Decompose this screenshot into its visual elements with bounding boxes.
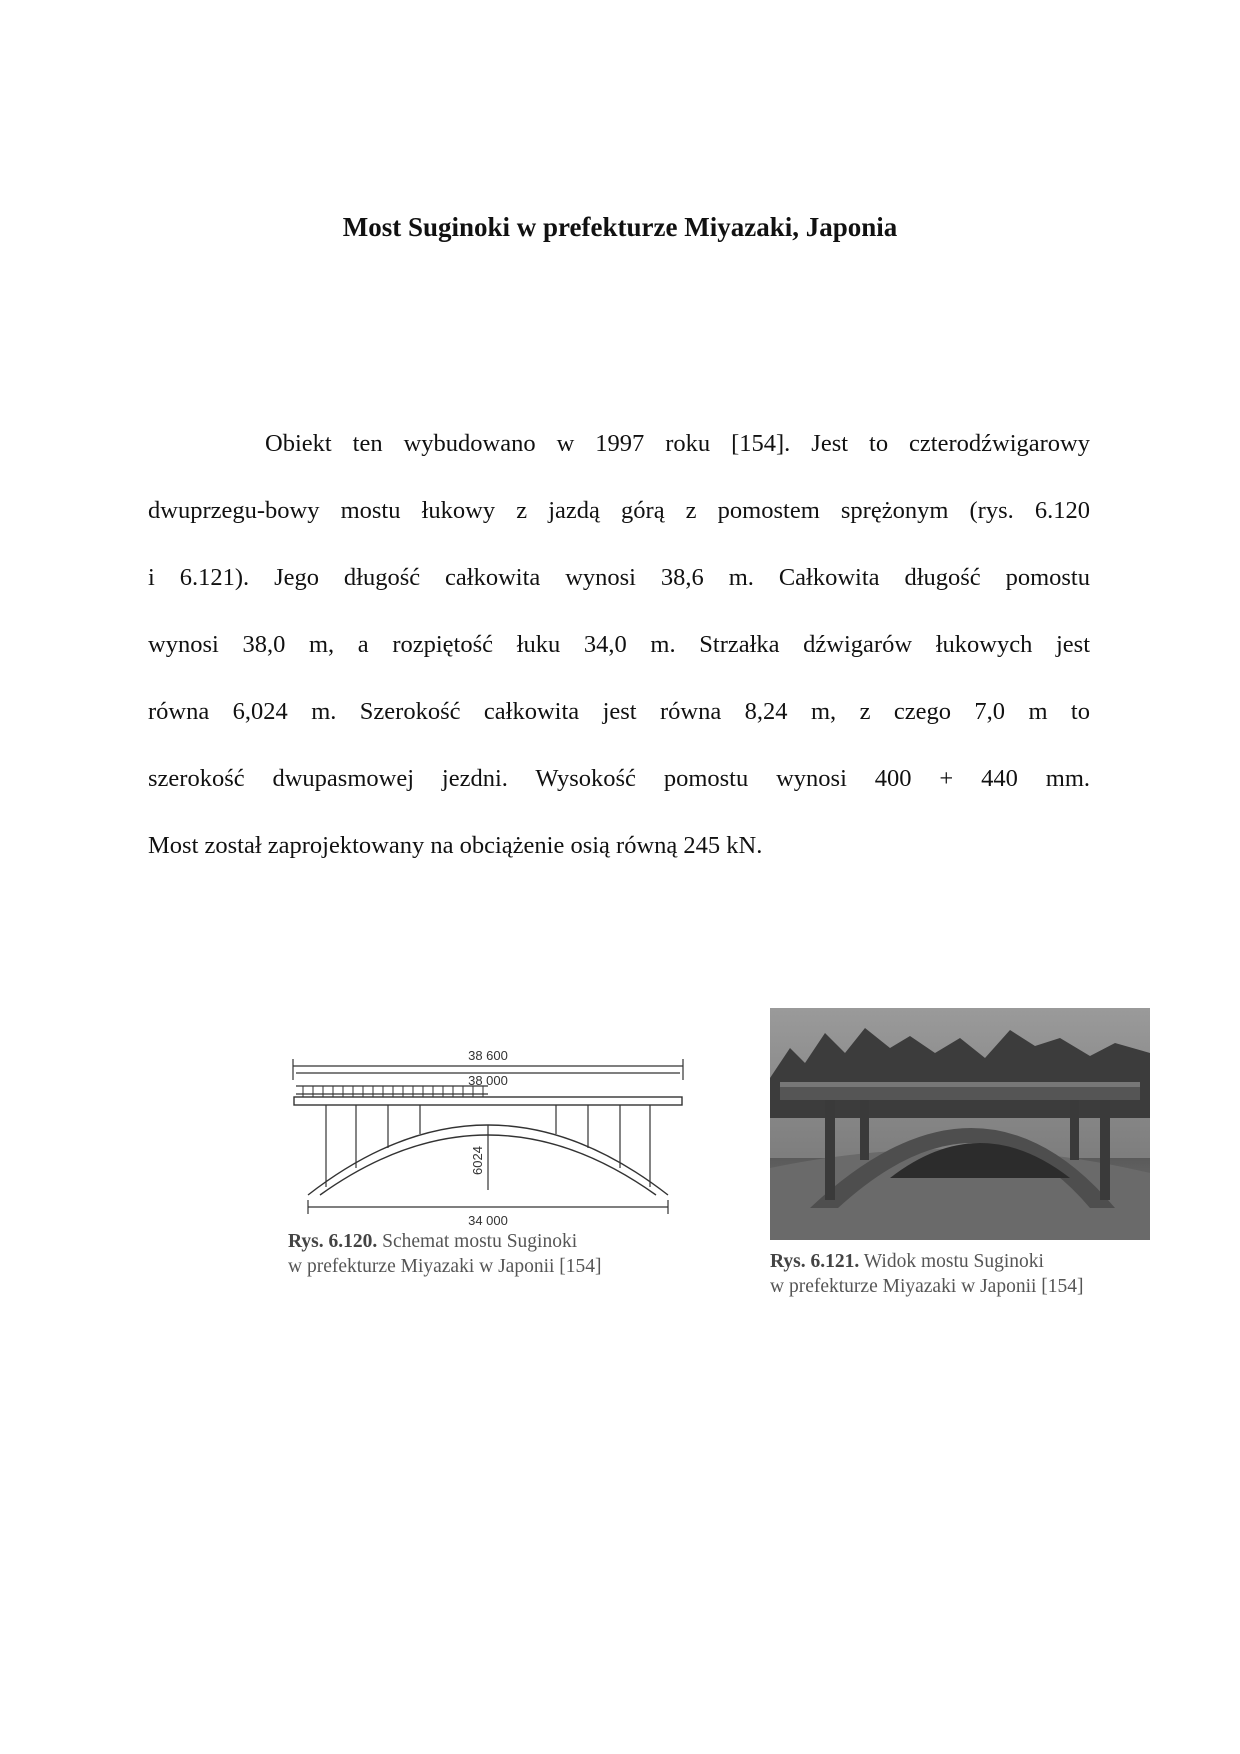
paragraph-line: równa 6,024 m. Szerokość całkowita jest równa 8,24 m, z czego 7,0 m to [148,698,1090,725]
caption-text: w prefekturze Miyazaki w Japonii [154] [288,1256,602,1277]
caption-number: Rys. 6.121. [770,1251,860,1272]
caption-text: Schemat mostu Suginoki [382,1231,578,1252]
figure-bridge-schematic [288,1040,688,1279]
bridge-photo [770,1008,1150,1245]
body-paragraph [148,410,1090,879]
dim-span: 34 000 [468,1213,508,1228]
caption-text: w prefekturze Miyazaki w Japonii [154] [770,1276,1084,1297]
caption-number: Rys. 6.120. [288,1231,378,1252]
caption-text: Widok mostu Suginoki [863,1251,1044,1272]
figure-caption [770,1249,1150,1299]
bridge-schematic-drawing [288,1040,688,1228]
dim-total-length: 38 600 [468,1048,508,1063]
paragraph-line: szerokość dwupasmowej jezdni. Wysokość pomostu wynosi 400 + 440 mm. [148,765,1090,792]
page-title: Most Suginoki w prefekturze Miyazaki, Japonia [342,212,898,242]
dim-rise: 6024 [470,1146,485,1175]
paragraph-line: wynosi 38,0 m, a rozpiętość łuku 34,0 m. Strzałka dźwigarów łukowych jest [148,631,1090,658]
paragraph-line: Most został zaprojektowany na obciążenie osią równą 245 kN. [148,832,763,859]
figure-bridge-photo [770,1008,1150,1299]
dim-deck-length: 38 000 [468,1073,508,1088]
figure-caption [288,1229,688,1279]
paragraph-line: Obiekt ten wybudowano w 1997 roku [154]. Jest to czterodźwigarowy [265,430,1090,457]
paragraph-line: dwuprzegu-bowy mostu łukowy z jazdą górą z pomostem sprężonym (rys. 6.120 [148,497,1090,524]
paragraph-line: i 6.121). Jego długość całkowita wynosi 38,6 m. Całkowita długość pomostu [148,564,1090,591]
